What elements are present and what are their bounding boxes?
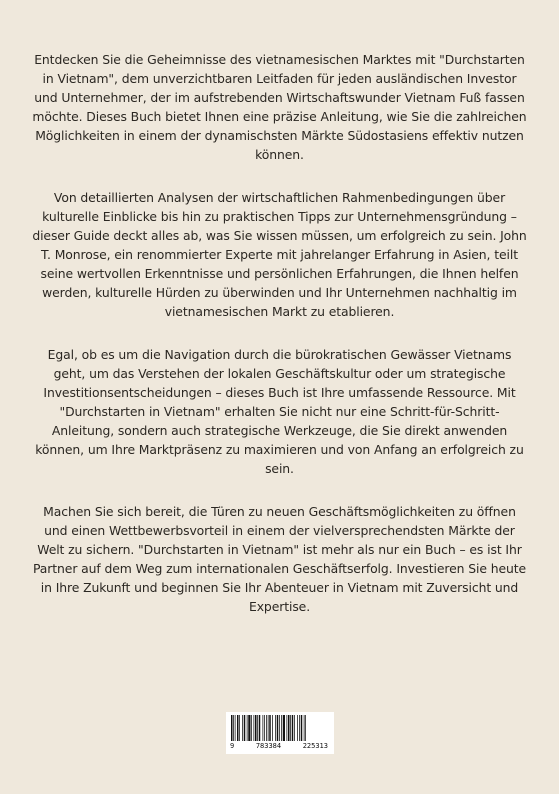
blurb-paragraph-2: Von detaillierten Analysen der wirtschaftlichen Rahmenbedingungen über kulturelle Einblicke bis hin zu praktischen Tipps zur Unternehmensgründung – dieser Guide deckt alles ab, was Sie wissen müssen, um erfolgreich zu sein. John T. Monrose, ein renommierter Experte mit jahrelanger Erfahrung in Asien, teilt seine wertvollen Erkenntnisse und persönlichen Erfahrungen, die Ihnen helfen werden, kulturelle Hürden zu überwinden und Ihr Unternehmen nachhaltig im vietnamesischen Markt zu etablieren. <box>32 190 527 319</box>
barcode-bars-icon <box>230 715 330 741</box>
barcode-digits-left: 783384 <box>255 742 282 750</box>
blurb-text-block <box>30 50 529 640</box>
barcode-digits-right: 225313 <box>302 742 328 750</box>
blurb-paragraph-1: Entdecken Sie die Geheimnisse des vietnamesischen Marktes mit "Durchstarten in Vietnam", dem unverzichtbaren Leitfaden für jeden ausländischen Investor und Unternehmer, der im aufstrebenden Wirtschaftswunder Vietnam Fuß fassen möchte. Dieses Buch bietet Ihnen eine präzise Anleitung, wie Sie die zahlreichen Möglichkeiten in einem der dynamischsten Märkte Südostasiens effektiv nutzen können. <box>32 52 527 162</box>
blurb-paragraph-3: Egal, ob es um die Navigation durch die bürokratischen Gewässer Vietnams geht, um das Verstehen der lokalen Geschäftskultur oder um strategische Investitionsentscheidungen – dieses Buch ist Ihre umfassende Ressource. Mit "Durchstarten in Vietnam" erhalten Sie nicht nur eine Schritt-für-Schritt-Anleitung, sondern auch strategische Werkzeuge, die Sie direkt anwenden können, um Ihre Marktpräsenz zu maximieren und von Anfang an erfolgreich zu sein. <box>35 347 524 476</box>
barcode-digit-first: 9 <box>230 742 235 750</box>
blurb-paragraph-4: Machen Sie sich bereit, die Türen zu neuen Geschäftsmöglichkeiten zu öffnen und einen Wettbewerbsvorteil in einem der vielversprechendsten Märkte der Welt zu sichern. "Durchstarten in Vietnam" ist mehr als nur ein Buch – es ist Ihr Partner auf dem Weg zum internationalen Geschäftserfolg. Investieren Sie heute in Ihre Zukunft und beginnen Sie Ihr Abenteuer in Vietnam mit Zuversicht und Expertise. <box>32 504 526 614</box>
barcode-digits <box>230 741 330 751</box>
isbn-barcode <box>226 712 334 754</box>
